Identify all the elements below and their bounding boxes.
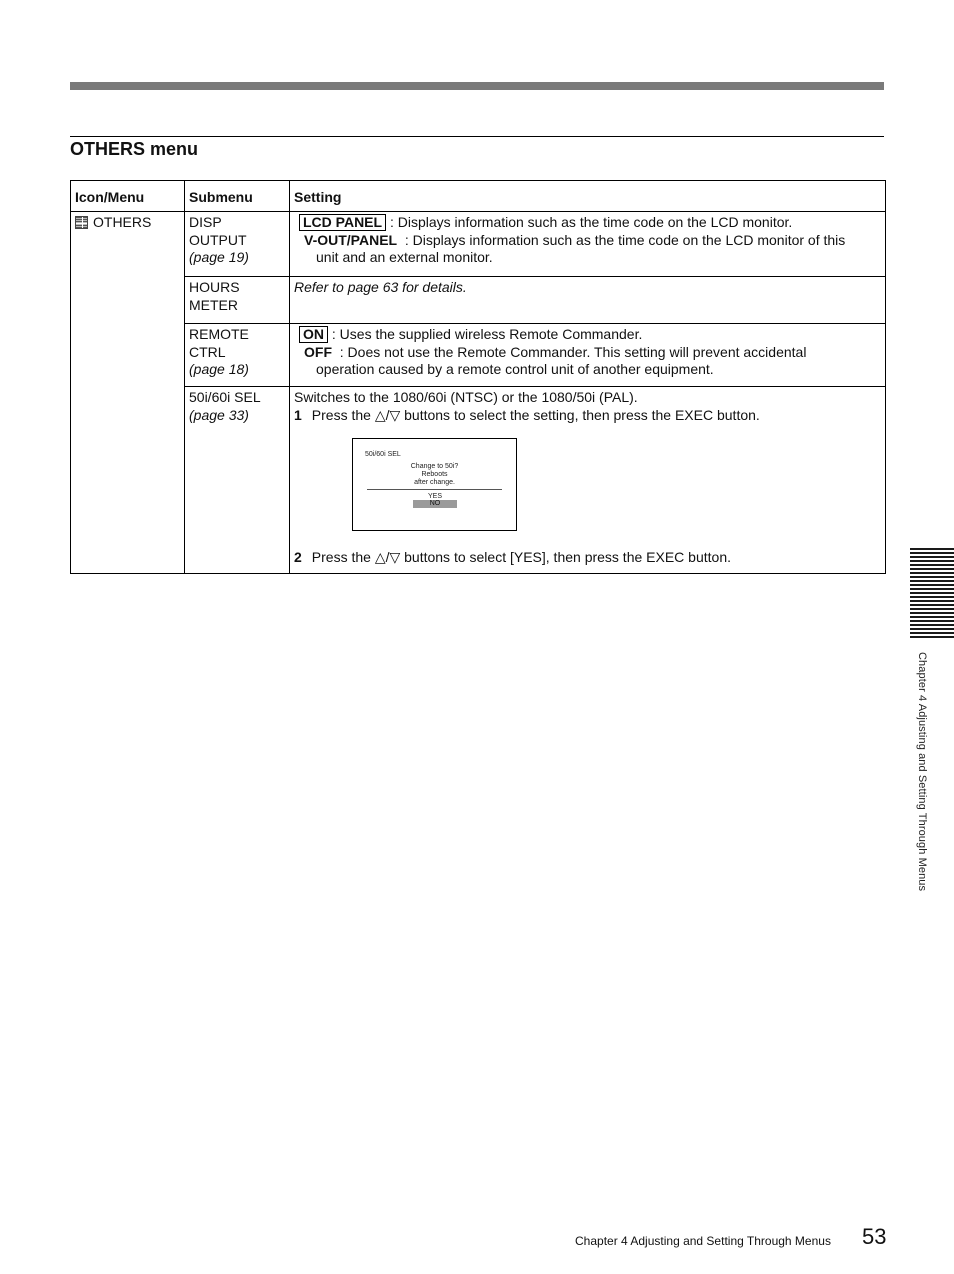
screen-message-line: Change to 50i? bbox=[410, 463, 459, 470]
option-label: V-OUT/PANEL bbox=[304, 231, 398, 248]
page-ref: (page 19) bbox=[189, 249, 249, 265]
step-number: 2 bbox=[294, 549, 302, 565]
submenu-line: CTRL bbox=[189, 343, 226, 360]
submenu-line: HOURS bbox=[189, 279, 240, 295]
setting-cell bbox=[290, 212, 886, 277]
table-row-disp-output bbox=[71, 212, 886, 277]
section-title: OTHERS menu bbox=[70, 139, 199, 159]
submenu-line: METER bbox=[189, 296, 238, 313]
header-setting: Setting bbox=[290, 181, 886, 212]
header-icon-menu: Icon/Menu bbox=[71, 181, 185, 212]
submenu-cell bbox=[185, 212, 290, 277]
submenu-cell bbox=[185, 387, 290, 574]
setting-cell bbox=[290, 277, 886, 324]
menu-cell bbox=[71, 212, 185, 574]
chapter-tab-stripes bbox=[910, 548, 954, 639]
step-number: 1 bbox=[294, 406, 302, 423]
others-menu-icon bbox=[75, 216, 88, 229]
screen-yes-option: YES bbox=[427, 493, 442, 500]
menu-label: OTHERS bbox=[93, 214, 152, 230]
others-menu-table bbox=[70, 180, 886, 574]
footer-chapter: Chapter 4 Adjusting and Setting Through Menus bbox=[575, 1234, 831, 1248]
submenu-line: REMOTE bbox=[189, 326, 249, 342]
page-number: 53 bbox=[862, 1224, 887, 1249]
option-default-label: ON bbox=[299, 326, 328, 343]
setting-cell bbox=[290, 387, 886, 574]
table-header-row bbox=[71, 181, 886, 212]
setting-intro: Switches to the 1080/60i (NTSC) or the 1080/50i (PAL). bbox=[294, 389, 638, 405]
page-ref: (page 33) bbox=[189, 406, 249, 423]
step-text: Press the △/▽ buttons to select the setting, then press the EXEC button. bbox=[311, 406, 760, 423]
step-1 bbox=[294, 407, 881, 425]
chapter-side-label: Chapter 4 Adjusting and Setting Through Menus bbox=[916, 652, 928, 892]
header-rule-bar bbox=[70, 82, 884, 90]
submenu-line: 50i/60i SEL bbox=[189, 389, 261, 405]
option-default-label: LCD PANEL bbox=[299, 214, 386, 231]
page-ref: (page 18) bbox=[189, 361, 249, 377]
screen-no-option-selected: NO bbox=[413, 500, 457, 508]
screen-divider bbox=[367, 489, 502, 490]
submenu-line: DISP bbox=[189, 214, 222, 230]
submenu-line: OUTPUT bbox=[189, 231, 247, 248]
option-desc-continued: unit and an external monitor. bbox=[316, 249, 493, 265]
option-desc: : Displays information such as the time code on the LCD monitor of this bbox=[404, 231, 846, 248]
option-desc: : Uses the supplied wireless Remote Commander. bbox=[331, 326, 643, 342]
option-label: OFF bbox=[304, 343, 332, 360]
header-submenu: Submenu bbox=[185, 181, 290, 212]
step-2 bbox=[294, 549, 881, 573]
table-row-50i-60i-sel bbox=[71, 387, 886, 574]
screen-message-line: Reboots bbox=[421, 471, 448, 478]
step-text: Press the △/▽ buttons to select [YES], then press the EXEC button. bbox=[311, 549, 731, 565]
setting-text: Refer to page 63 for details. bbox=[294, 279, 467, 295]
title-rule bbox=[70, 136, 884, 137]
screen-title: 50i/60i SEL bbox=[365, 451, 401, 458]
screen-message bbox=[353, 463, 516, 487]
setting-cell bbox=[290, 324, 886, 387]
submenu-cell bbox=[185, 277, 290, 324]
submenu-cell bbox=[185, 324, 290, 387]
screen-message-line: after change. bbox=[414, 479, 455, 486]
option-desc-continued: operation caused by a remote control unit of another equipment. bbox=[316, 361, 714, 377]
option-desc: : Displays information such as the time code on the LCD monitor. bbox=[389, 214, 793, 230]
table-row-remote-ctrl bbox=[71, 324, 886, 387]
menu-screen-illustration bbox=[352, 438, 517, 531]
option-desc: : Does not use the Remote Commander. This setting will prevent accidental bbox=[339, 343, 807, 360]
table-row-hours-meter bbox=[71, 277, 886, 324]
